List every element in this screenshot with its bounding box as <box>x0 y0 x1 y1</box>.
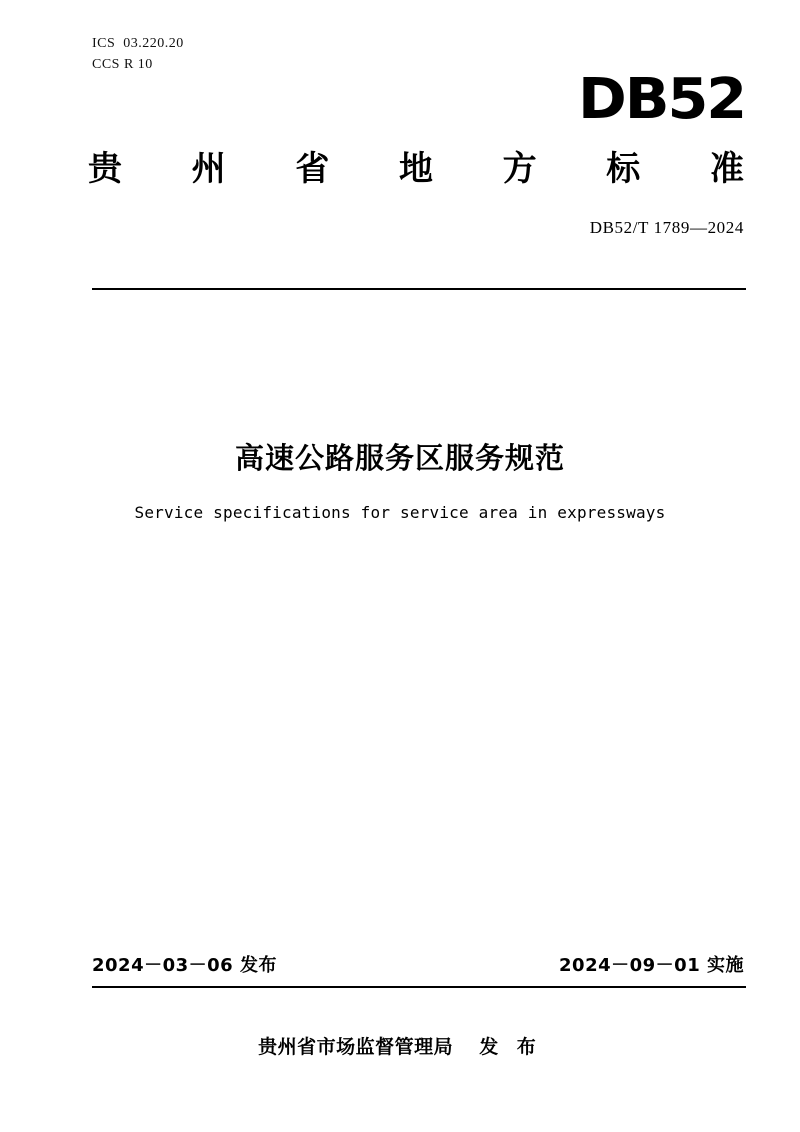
standard-number: DB52/T 1789—2024 <box>589 218 744 237</box>
issuing-authority <box>0 1032 800 1059</box>
implementation-date: 2024－09－01 实施 <box>559 955 744 976</box>
province-title-char-0: 贵 <box>88 149 122 189</box>
footer-divider <box>92 986 746 988</box>
ics-code: ICS 03.220.20 <box>92 36 184 51</box>
province-title-char-2: 省 <box>295 149 330 189</box>
province-title-char-5: 标 <box>606 149 641 189</box>
province-title-char-6: 准 <box>709 149 744 189</box>
issue-date: 2024－03－06 发布 <box>92 955 277 976</box>
header-divider <box>92 288 746 290</box>
ccs-code: CCS R 10 <box>92 57 153 72</box>
issuer-org-name: 贵州省市场监督管理局 <box>258 1036 454 1058</box>
ics-classification-block <box>92 33 184 75</box>
document-title-chinese: 高速公路服务区服务规范 <box>234 441 565 475</box>
province-title-char-1: 州 <box>191 149 226 189</box>
province-standard-title <box>88 145 748 193</box>
db52-logo: DB52 <box>577 67 745 132</box>
province-title-char-4: 方 <box>502 149 537 189</box>
province-title-char-3: 地 <box>398 149 433 189</box>
document-title-english: Service specifications for service area in expressways <box>134 503 666 522</box>
issuer-action-label: 发 布 <box>479 1036 542 1058</box>
